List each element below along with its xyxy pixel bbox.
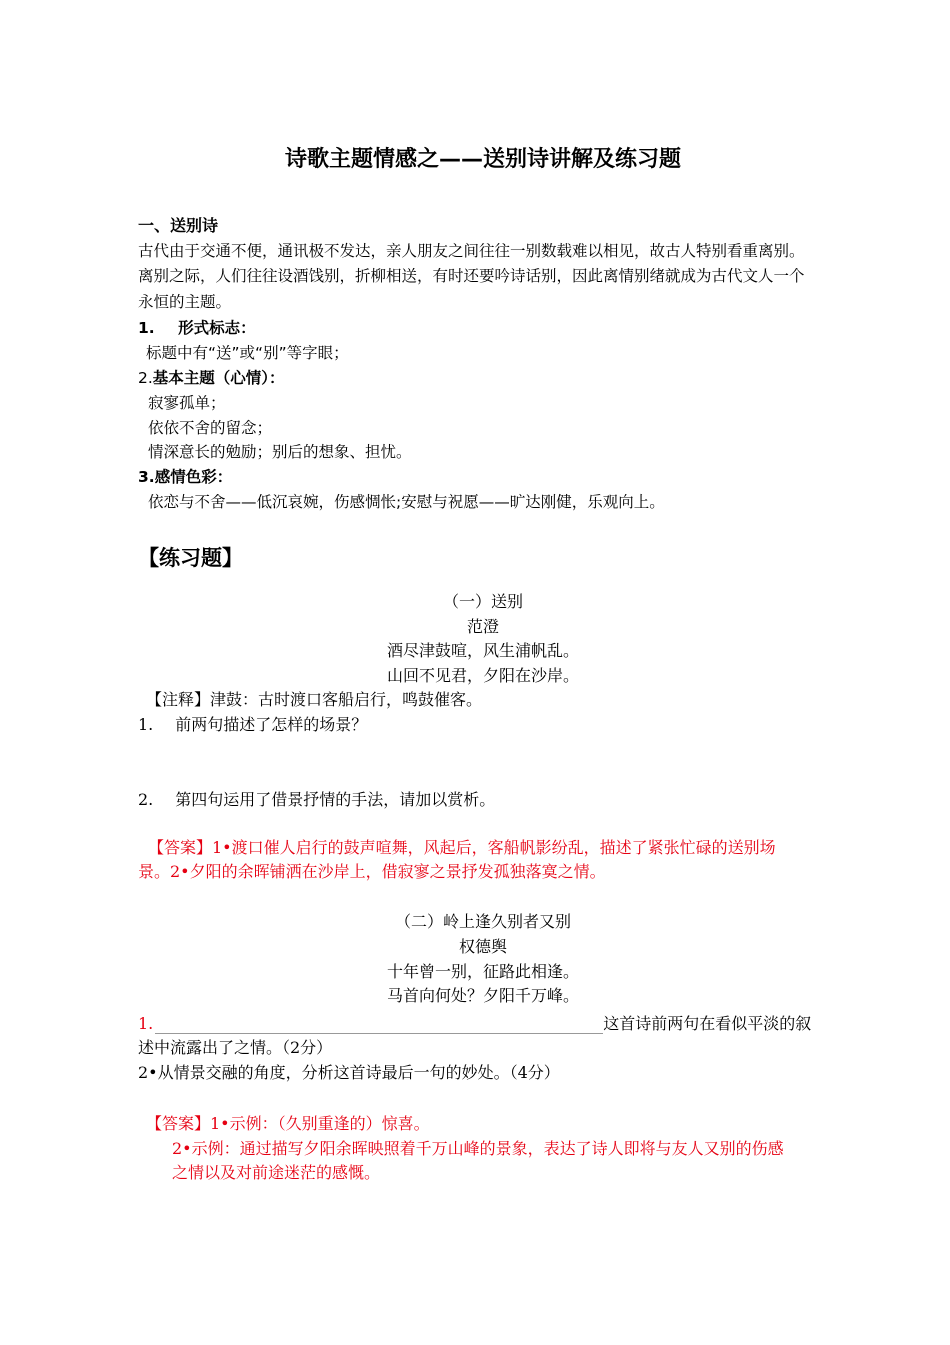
poem-1-question-2 [138,787,495,810]
intro-line-2: 离别之际，人们往往设酒饯别，折柳相送，有时还要吟诗话别，因此离情别绪就成为古代文人一个 [138,267,805,285]
item-3-label: 感情色彩： [154,468,233,486]
exercise-heading: 【练习题】 [138,546,243,570]
answer-blank[interactable] [155,1016,603,1034]
intro-line-3: 永恒的主题。 [138,293,232,311]
poem-2-question-2: 2•从情景交融的角度，分析这首诗最后一句的妙处。（4分） [138,1063,560,1082]
intro-line-1: 古代由于交通不便，通讯极不发达，亲人朋友之间往往一别数载难以相见，故古人特别看重离别。 [138,242,805,260]
item-1-text: 标题中有“送”或“别”等字眼； [146,344,349,362]
item-3-heading [138,465,232,487]
page-title: 诗歌主题情感之——送别诗讲解及练习题 [284,147,681,172]
item-2-line-1: 寂寥孤单； [148,394,226,412]
poem-2-question-1 [138,1011,811,1034]
question-text: 前两句描述了怎样的场景？ [175,715,368,734]
poem-2-answer-line-3: 之情以及对前途迷茫的感慨。 [172,1163,381,1182]
item-2-line-2: 依依不舍的留念； [148,419,273,437]
poem-1-answer-line-2: 景。2•夕阳的余晖铺洒在沙岸上，借寂寥之景抒发孤独落寞之情。 [138,862,606,881]
poem-1-line-1: 酒尽津鼓喧，风生浦帆乱。 [386,641,579,660]
item-1-label: 形式标志： [178,319,256,337]
item-3-number: 3. [138,468,155,486]
section-heading: 一、送别诗 [138,216,219,235]
poem-1-answer-line-1: 【答案】1•渡口催人启行的鼓声喧舞，风起后，客船帆影纷乱，描述了紧张忙碌的送别场 [148,838,776,857]
poem-2-author: 权德舆 [458,937,507,956]
poem-1-line-2: 山回不见君，夕阳在沙岸。 [386,666,579,685]
item-2-label: 基本主题（心情）： [152,369,285,387]
item-3-text: 依恋与不舍——低沉哀婉，伤感惆怅;安慰与祝愿——旷达刚健，乐观向上。 [148,493,665,511]
poem-2-answer-line-2: 2•示例：通过描写夕阳余晖映照着千万山峰的景象，表达了诗人即将与友人又别的伤感 [172,1139,784,1158]
question-number: 1. [138,1014,154,1033]
question-text: 这首诗前两句在看似平淡的叙 [603,1014,812,1033]
item-1-number: 1. [138,319,155,337]
poem-1-note: 【注释】津鼓：古时渡口客船启行，鸣鼓催客。 [146,690,483,709]
item-2-line-3: 情深意长的勉励；别后的想象、担忧。 [148,443,412,461]
question-number: 2. [138,790,154,809]
poem-2-line-1: 十年曾一别，征路此相逢。 [386,962,579,981]
poem-2-title: （二）岭上逢久别者又别 [394,912,571,931]
question-number: 1. [138,715,154,734]
poem-2-question-1-cont: 述中流露出了之情。（2分） [138,1038,333,1057]
poem-1-title: （一）送别 [442,592,523,611]
poem-2-line-2: 马首向何处？夕阳千万峰。 [386,986,579,1005]
poem-2-answer-line-1: 【答案】1•示例：（久别重逢的）惊喜。 [146,1114,430,1133]
question-text: 第四句运用了借景抒情的手法，请加以赏析。 [175,790,496,809]
poem-1-author: 范澄 [466,617,499,636]
item-2-number: 2. [138,369,153,387]
poem-1-question-1 [138,712,367,735]
item-2-heading [138,366,285,388]
item-1-heading [138,316,256,338]
